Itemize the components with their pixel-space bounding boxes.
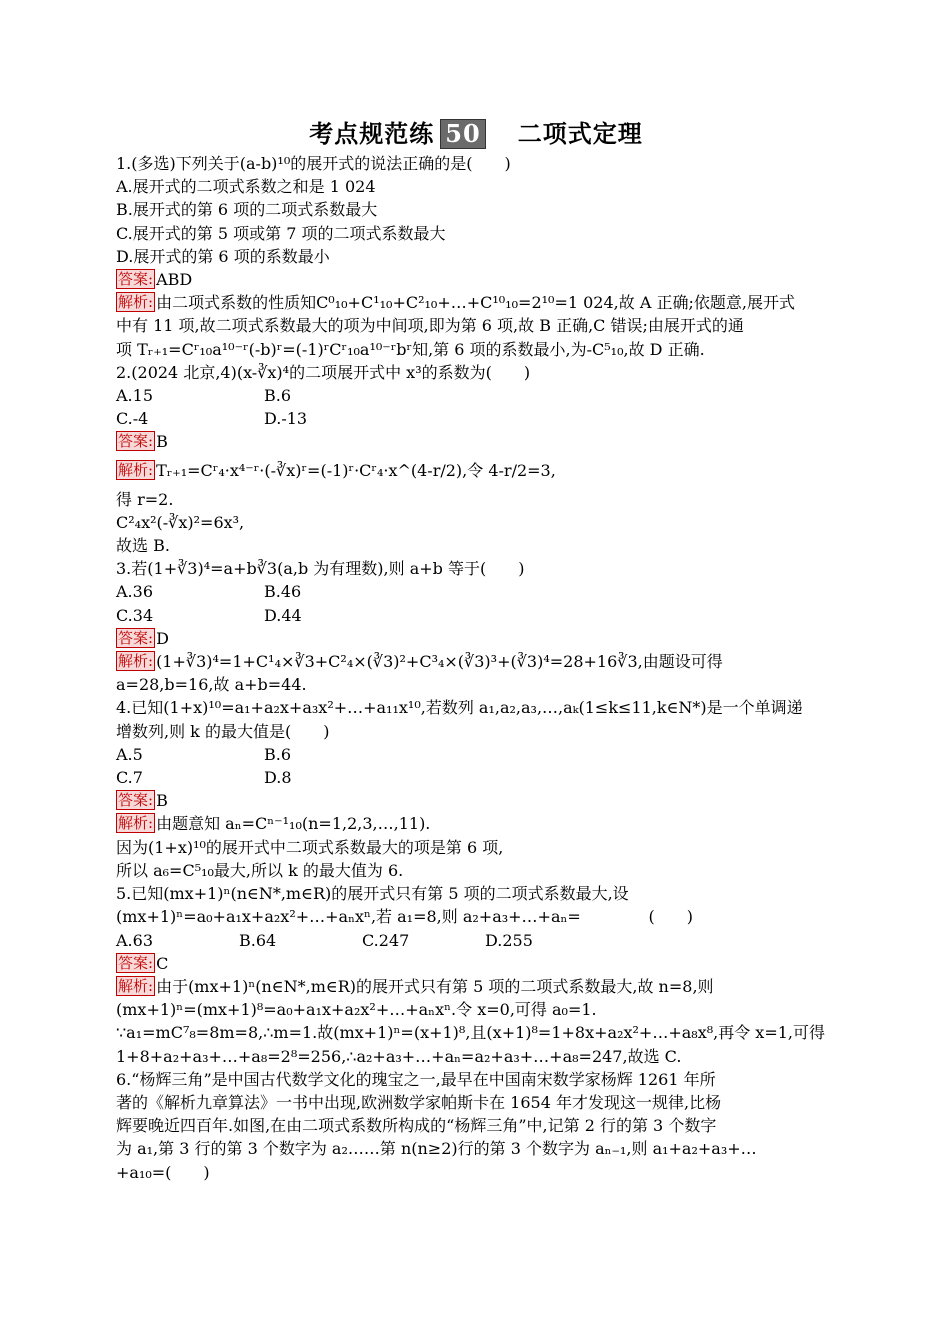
- question-1: 1.(多选)下列关于(a-b)¹⁰的展开式的说法正确的是( ): [116, 154, 511, 173]
- question-5: 5.已知(mx+1)ⁿ(n∈N*,m∈R)的展开式只有第 5 项的二项式系数最大,设: [116, 884, 629, 904]
- q4-answer: B: [156, 791, 168, 811]
- q4-option-b: B.6: [264, 744, 292, 764]
- q5-analysis-1: 由于(mx+1)ⁿ(n∈N*,m∈R)的展开式只有第 5 项的二项式系数最大,故 n=8,则: [156, 976, 714, 996]
- q3-answer: D: [156, 628, 169, 648]
- question-4-cont: 增数列,则 k 的最大值是( ): [116, 721, 330, 741]
- q5-option-b: B.64: [239, 930, 277, 950]
- q5-analysis-2: (mx+1)ⁿ=(mx+1)⁸=a₀+a₁x+a₂x²+…+aₙxⁿ.令 x=0,可得 a₀=1.: [116, 1000, 597, 1020]
- q3-analysis-2: a=28,b=16,故 a+b=44.: [116, 675, 307, 695]
- question-6-line-5: +a₁₀=( ): [116, 1162, 210, 1182]
- q5-option-a: A.63: [116, 930, 153, 950]
- q3-option-a: A.36: [116, 582, 153, 602]
- analysis-tag: 解析:: [118, 976, 154, 995]
- q5-option-d: D.255: [485, 930, 533, 950]
- answer-tag: 答案:: [118, 432, 154, 451]
- q1-analysis-2: 中有 11 项,故二项式系数最大的项为中间项,即为第 6 项,故 B 正确,C 错误;由展开式的通: [116, 316, 744, 336]
- q5-analysis-4: 1+8+a₂+a₃+…+a₈=2⁸=256,∴a₂+a₃+…+aₙ=a₂+a₃+…+a₈=247,故选 C.: [116, 1046, 682, 1066]
- q2-answer: B: [156, 432, 168, 452]
- q3-option-c: C.34: [116, 605, 154, 625]
- question-6: 6.“杨辉三角”是中国古代数学文化的瑰宝之一,最早在中国南宋数学家杨辉 1261 年所: [116, 1069, 716, 1089]
- q3-option-b: B.46: [264, 582, 302, 602]
- q4-analysis-2: 因为(1+x)¹⁰的展开式中二项式系数最大的项是第 6 项,: [116, 837, 504, 857]
- question-3: 3.若(1+∛3)⁴=a+b∛3(a,b 为有理数),则 a+b 等于( ): [116, 559, 525, 579]
- q2-analysis-2: 得 r=2.: [116, 489, 174, 509]
- q4-option-d: D.8: [264, 768, 292, 788]
- q2-option-c: C.-4: [116, 409, 149, 429]
- q1-analysis-1: 由二项式系数的性质知C⁰₁₀+C¹₁₀+C²₁₀+…+C¹⁰₁₀=2¹⁰=1 024,故 A 正确;依题意,展开式: [156, 293, 795, 313]
- q4-option-a: A.5: [116, 744, 143, 764]
- q1-option-b: B.展开式的第 6 项的二项式系数最大: [116, 200, 378, 220]
- analysis-tag: 解析:: [118, 293, 154, 312]
- q1-option-d: D.展开式的第 6 项的系数最小: [116, 246, 330, 266]
- question-2: 2.(2024 北京,4)(x-∛x)⁴的二项展开式中 x³的系数为( ): [116, 362, 531, 382]
- q3-analysis-1: (1+∛3)⁴=1+C¹₄×∛3+C²₄×(∛3)²+C³₄×(∛3)³+(∛3)⁴=28+16∛3,由题设可得: [156, 652, 723, 672]
- q4-analysis-1: 由题意知 aₙ=Cⁿ⁻¹₁₀(n=1,2,3,…,11).: [156, 814, 431, 834]
- document-page: [116, 118, 836, 1184]
- analysis-tag: 解析:: [118, 460, 154, 479]
- exercise-number-badge: 50: [440, 119, 485, 149]
- question-6-line-3: 辉要晚近四百年.如图,在由二项式系数所构成的“杨辉三角”中,记第 2 行的第 3 个数字: [116, 1116, 717, 1136]
- q1-option-c: C.展开式的第 5 项或第 7 项的二项式系数最大: [116, 223, 446, 243]
- q5-answer: C: [156, 953, 169, 973]
- q2-option-d: D.-13: [264, 409, 308, 429]
- answer-tag: 答案:: [118, 791, 154, 810]
- q4-analysis-3: 所以 a₆=C⁵₁₀最大,所以 k 的最大值为 6.: [116, 860, 404, 880]
- answer-tag: 答案:: [118, 953, 154, 972]
- answer-tag: 答案:: [118, 628, 154, 647]
- q1-answer: ABD: [156, 270, 193, 290]
- q1-option-a: A.展开式的二项式系数之和是 1 024: [116, 177, 376, 197]
- question-5-cont: (mx+1)ⁿ=a₀+a₁x+a₂x²+…+aₙxⁿ,若 a₁=8,则 a₂+a₃+…+aₙ=: [116, 907, 581, 927]
- analysis-tag: 解析:: [118, 652, 154, 671]
- title-topic: 二项式定理: [517, 119, 643, 148]
- question-4: 4.已知(1+x)¹⁰=a₁+a₂x+a₃x²+…+a₁₁x¹⁰,若数列 a₁,a₂,a₃,…,aₖ(1≤k≤11,k∈N*)是一个单调递: [116, 698, 803, 718]
- q2-analysis-4: 故选 B.: [116, 536, 170, 556]
- page-title: [116, 118, 836, 150]
- q2-option-b: B.6: [264, 386, 292, 406]
- q2-option-a: A.15: [116, 386, 153, 406]
- title-prefix: 考点规范练: [309, 119, 435, 148]
- q5-bracket: ( ): [648, 907, 693, 927]
- q2-analysis-1: Tᵣ₊₁=Cʳ₄·x⁴⁻ʳ·(-∛x)ʳ=(-1)ʳ·Cʳ₄·x^(4-r/2),令 4-r/2=3,: [156, 460, 556, 480]
- q1-analysis-3: 项 Tᵣ₊₁=Cʳ₁₀a¹⁰⁻ʳ(-b)ʳ=(-1)ʳCʳ₁₀a¹⁰⁻ʳbʳ知,第 6 项的系数最小,为-C⁵₁₀,故 D 正确.: [116, 339, 705, 359]
- q2-analysis-3: C²₄x²(-∛x)²=6x³,: [116, 512, 245, 532]
- analysis-tag: 解析:: [118, 814, 154, 833]
- q3-option-d: D.44: [264, 605, 302, 625]
- question-6-line-4: 为 a₁,第 3 行的第 3 个数字为 a₂……第 n(n≥2)行的第 3 个数字为 aₙ₋₁,则 a₁+a₂+a₃+…: [116, 1139, 757, 1159]
- q4-option-c: C.7: [116, 768, 143, 788]
- question-6-line-2: 著的《解析九章算法》一书中出现,欧洲数学家帕斯卡在 1654 年才发现这一规律,比杨: [116, 1092, 722, 1112]
- q5-option-c: C.247: [362, 930, 410, 950]
- answer-tag: 答案:: [118, 270, 154, 289]
- q5-analysis-3: ∵a₁=mC⁷₈=8m=8,∴m=1.故(mx+1)ⁿ=(x+1)⁸,且(x+1)⁸=1+8x+a₂x²+…+a₈x⁸,再令 x=1,可得: [116, 1023, 825, 1043]
